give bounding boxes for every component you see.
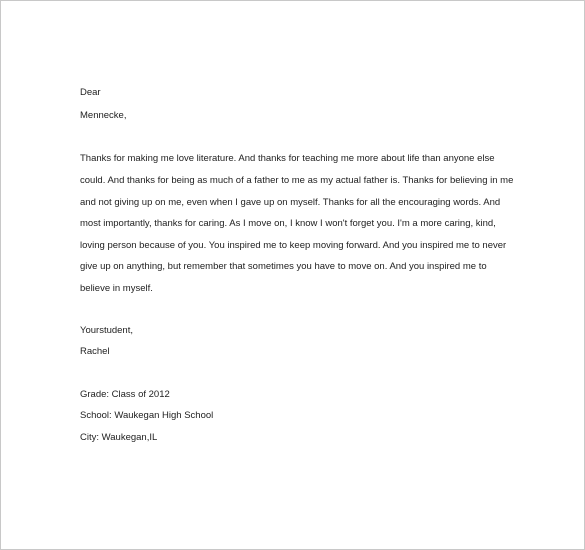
body-line: could. And thanks for being as much of a father to me as my actual father is. Thanks for believing in me <box>80 175 514 186</box>
body-line: most importantly, thanks for caring. As I move on, I know I won't forget you. I'm a more caring, kind, <box>80 218 496 229</box>
city-detail: City: Waukegan,IL <box>80 432 158 443</box>
body-line: give up on anything, but remember that sometimes you have to move on. And you inspired me to <box>80 261 487 272</box>
closing: Yourstudent, <box>80 325 133 336</box>
school-detail: School: Waukegan High School <box>80 410 214 421</box>
body-line: Thanks for making me love literature. And thanks for teaching me more about life than anyone else <box>80 153 495 164</box>
salutation-name: Mennecke, <box>80 110 127 121</box>
signature: Rachel <box>80 346 110 357</box>
grade-detail: Grade: Class of 2012 <box>80 389 170 400</box>
body-line: and not giving up on me, even when I gave up on myself. Thanks for all the encouraging words. And <box>80 197 501 208</box>
body-line: loving person because of you. You inspired me to keep moving forward. And you inspired me to never <box>80 240 507 251</box>
salutation-dear: Dear <box>80 87 101 98</box>
body-line: believe in myself. <box>80 283 153 294</box>
